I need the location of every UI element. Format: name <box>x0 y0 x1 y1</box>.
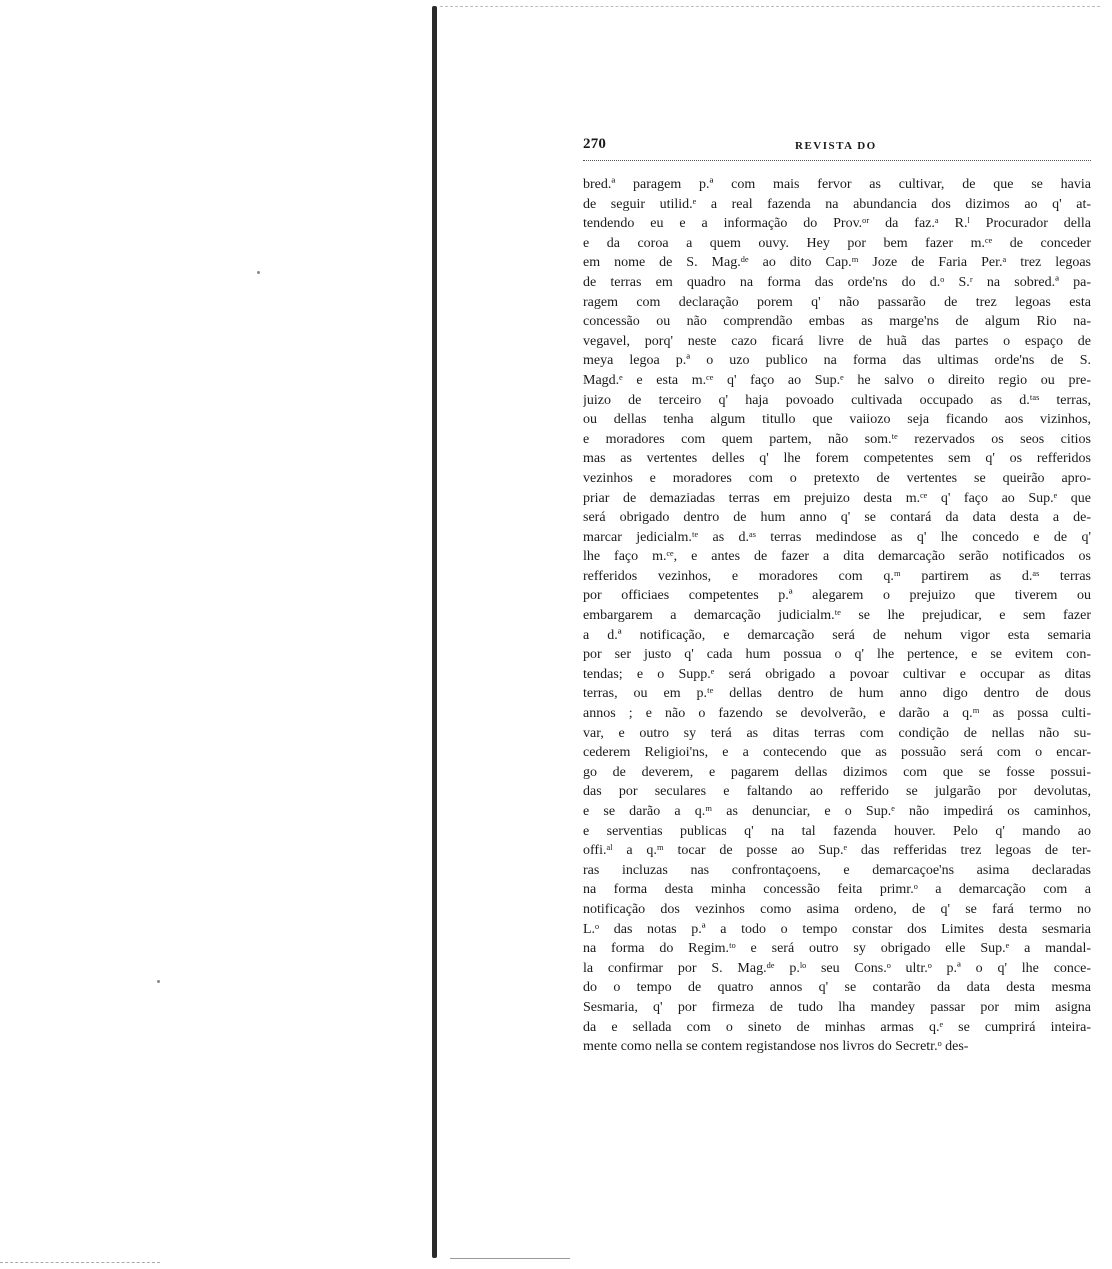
page-header <box>583 132 1091 154</box>
text-line: offi.ᵃˡ a q.ᵐ tocar de posse ao Sup.ᵉ das refferidas trez legoas de ter- <box>583 843 1091 859</box>
text-line: priar de demaziadas terras em prejuizo desta m.ᶜᵉ q' faço ao Sup.ᵉ que <box>583 490 1091 506</box>
text-line: notificação dos vezinhos como asima ordeno, de q' se fará termo no <box>583 901 1091 917</box>
page-number: 270 <box>583 136 607 152</box>
text-line: na forma desta minha concessão feita primr.ᵒ a demarcação com a <box>583 882 1091 898</box>
text-line: cederem Religioi'ns, e a contecendo que as possuão será com o encar- <box>583 745 1091 761</box>
text-line: e serventias publicas q' na tal fazenda houver. Pelo q' mando ao <box>583 823 1091 839</box>
text-line: la confirmar por S. Mag.ᵈᵉ p.ˡᵒ seu Cons.ᵒ ultr.ᵒ p.ª o q' lhe conce- <box>583 960 1091 976</box>
text-line: na forma do Regim.ᵗᵒ e será outro sy obrigado elle Sup.ᵉ a mandal- <box>583 941 1091 957</box>
text-line: L.ᵒ das notas p.ª a todo o tempo constar dos Limites desta sesmaria <box>583 921 1091 937</box>
text-line: var, e outro sy terá as ditas terras com condição de nellas não su- <box>583 725 1091 741</box>
text-line: ragem com declaração porem q' não passarão de trez legoas esta <box>583 294 1091 310</box>
text-line: por ser justo q' cada hum possua o q' lhe pertence, e se evitem con- <box>583 647 1091 663</box>
text-line: meya legoa p.ª o uzo publico na forma das ultimas orde'ns de S. <box>583 353 1091 369</box>
scan-top-edge <box>440 0 1100 7</box>
scan-bottom-rule <box>450 1258 570 1259</box>
text-line: e moradores com quem partem, não som.ᵗᵉ rezervados os seos citios <box>583 431 1091 447</box>
text-line: concessão ou não comprendão embas as marge'ns de algum Rio na- <box>583 314 1091 330</box>
text-line: Sesmaria, q' por firmeza de tudo lha mandey passar por mim asigna <box>583 999 1091 1015</box>
text-line: vegavel, porq' neste cazo ficará livre de huã das partes o espaço de <box>583 333 1091 349</box>
text-line: por officiaes competentes p.ª alegarem o prejuizo que tiverem ou <box>583 588 1091 604</box>
text-line: juizo de terceiro q' haja povoado cultivada occupado as d.ᵗᵃˢ terras, <box>583 392 1091 408</box>
text-line: marcar jedicialm.ᵗᵉ as d.ᵃˢ terras medindose as q' lhe concedo e de q' <box>583 529 1091 545</box>
document-page <box>583 132 1091 1057</box>
scan-bottom-edge <box>0 1262 160 1264</box>
text-line: go de deverem, e pagarem dellas dizimos com que se fosse possui- <box>583 764 1091 780</box>
text-line: annos ; e não o fazendo se devolverão, e darão a q.ᵐ as possa culti- <box>583 706 1091 722</box>
text-line: será obrigado dentro de hum anno q' se contará da data desta a de- <box>583 510 1091 526</box>
text-line: embargarem a demarcação judicialm.ᵗᵉ se lhe prejudicar, e sem fazer <box>583 608 1091 624</box>
blank-margin <box>0 0 438 1269</box>
text-line: lhe faço m.ᶜᵉ, e antes de fazer a dita demarcação serão notificados os <box>583 549 1091 565</box>
text-line: da e sellada com o sineto de minhas armas q.ᵉ se cumprirá inteira- <box>583 1019 1091 1035</box>
text-line: mente como nella se contem registandose nos livros do Secretr.ᵒ des- <box>583 1039 969 1055</box>
scan-speck <box>157 980 160 983</box>
body-text <box>583 175 1091 1057</box>
text-line: tendendo eu e a informação do Prov.ᵒʳ da faz.ᵃ R.ˡ Procurador della <box>583 216 1091 232</box>
text-line: ou dellas tenha algum titullo que vaiiozo seja ficando aos vizinhos, <box>583 412 1091 428</box>
text-line: a d.ª notificação, e demarcação será de nehum vigor esta semaria <box>583 627 1091 643</box>
text-line: em nome de S. Mag.ᵈᵉ ao dito Cap.ᵐ Joze de Faria Per.ᵃ trez legoas <box>583 255 1091 271</box>
scan-speck <box>257 271 260 274</box>
text-line: das por seculares e faltando ao refferido se julgarão por devolutas, <box>583 784 1091 800</box>
text-line: e da coroa a quem ouvy. Hey por bem fazer m.ᶜᵉ de conceder <box>583 235 1091 251</box>
header-rule <box>583 160 1091 161</box>
text-line: mas as vertentes delles q' lhe forem competentes sem q' os refferidos <box>583 451 1091 467</box>
page-binding-edge <box>432 6 437 1258</box>
text-line: ras incluzas nas confrontaçoens, e demarcaçoe'ns asima declaradas <box>583 862 1091 878</box>
text-line: bred.ª paragem p.ª com mais fervor as cultivar, de que se havia <box>583 177 1091 192</box>
text-line: Magd.ᵉ e esta m.ᶜᵉ q' faço ao Sup.ᵉ he salvo o direito regio ou pre- <box>583 372 1091 388</box>
text-line: e se darão a q.ᵐ as denunciar, e o Sup.ᵉ não impedirá os caminhos, <box>583 804 1091 819</box>
text-line: refferidos vezinhos, e moradores com q.ᵐ partirem as d.ᵃˢ terras <box>583 568 1091 584</box>
text-line: de seguir utilid.ᵉ a real fazenda na abundancia dos dizimos ao q' at- <box>583 196 1091 212</box>
text-line: terras, ou em p.ᵗᵉ dellas dentro de hum anno digo dentro de dous <box>583 686 1091 702</box>
running-head: REVISTA DO <box>795 140 877 152</box>
text-line: do o tempo de quatro annos q' se contarão da data desta mesma <box>583 980 1091 996</box>
text-line: vezinhos e moradores com o pretexto de vertentes se queirão apro- <box>583 470 1091 486</box>
text-line: tendas; e o Supp.ᵉ será obrigado a povoar cultivar e occupar as ditas <box>583 666 1091 682</box>
text-line: de terras em quadro na forma das orde'ns do d.ᵒ S.ʳ na sobred.ª pa- <box>583 274 1091 290</box>
